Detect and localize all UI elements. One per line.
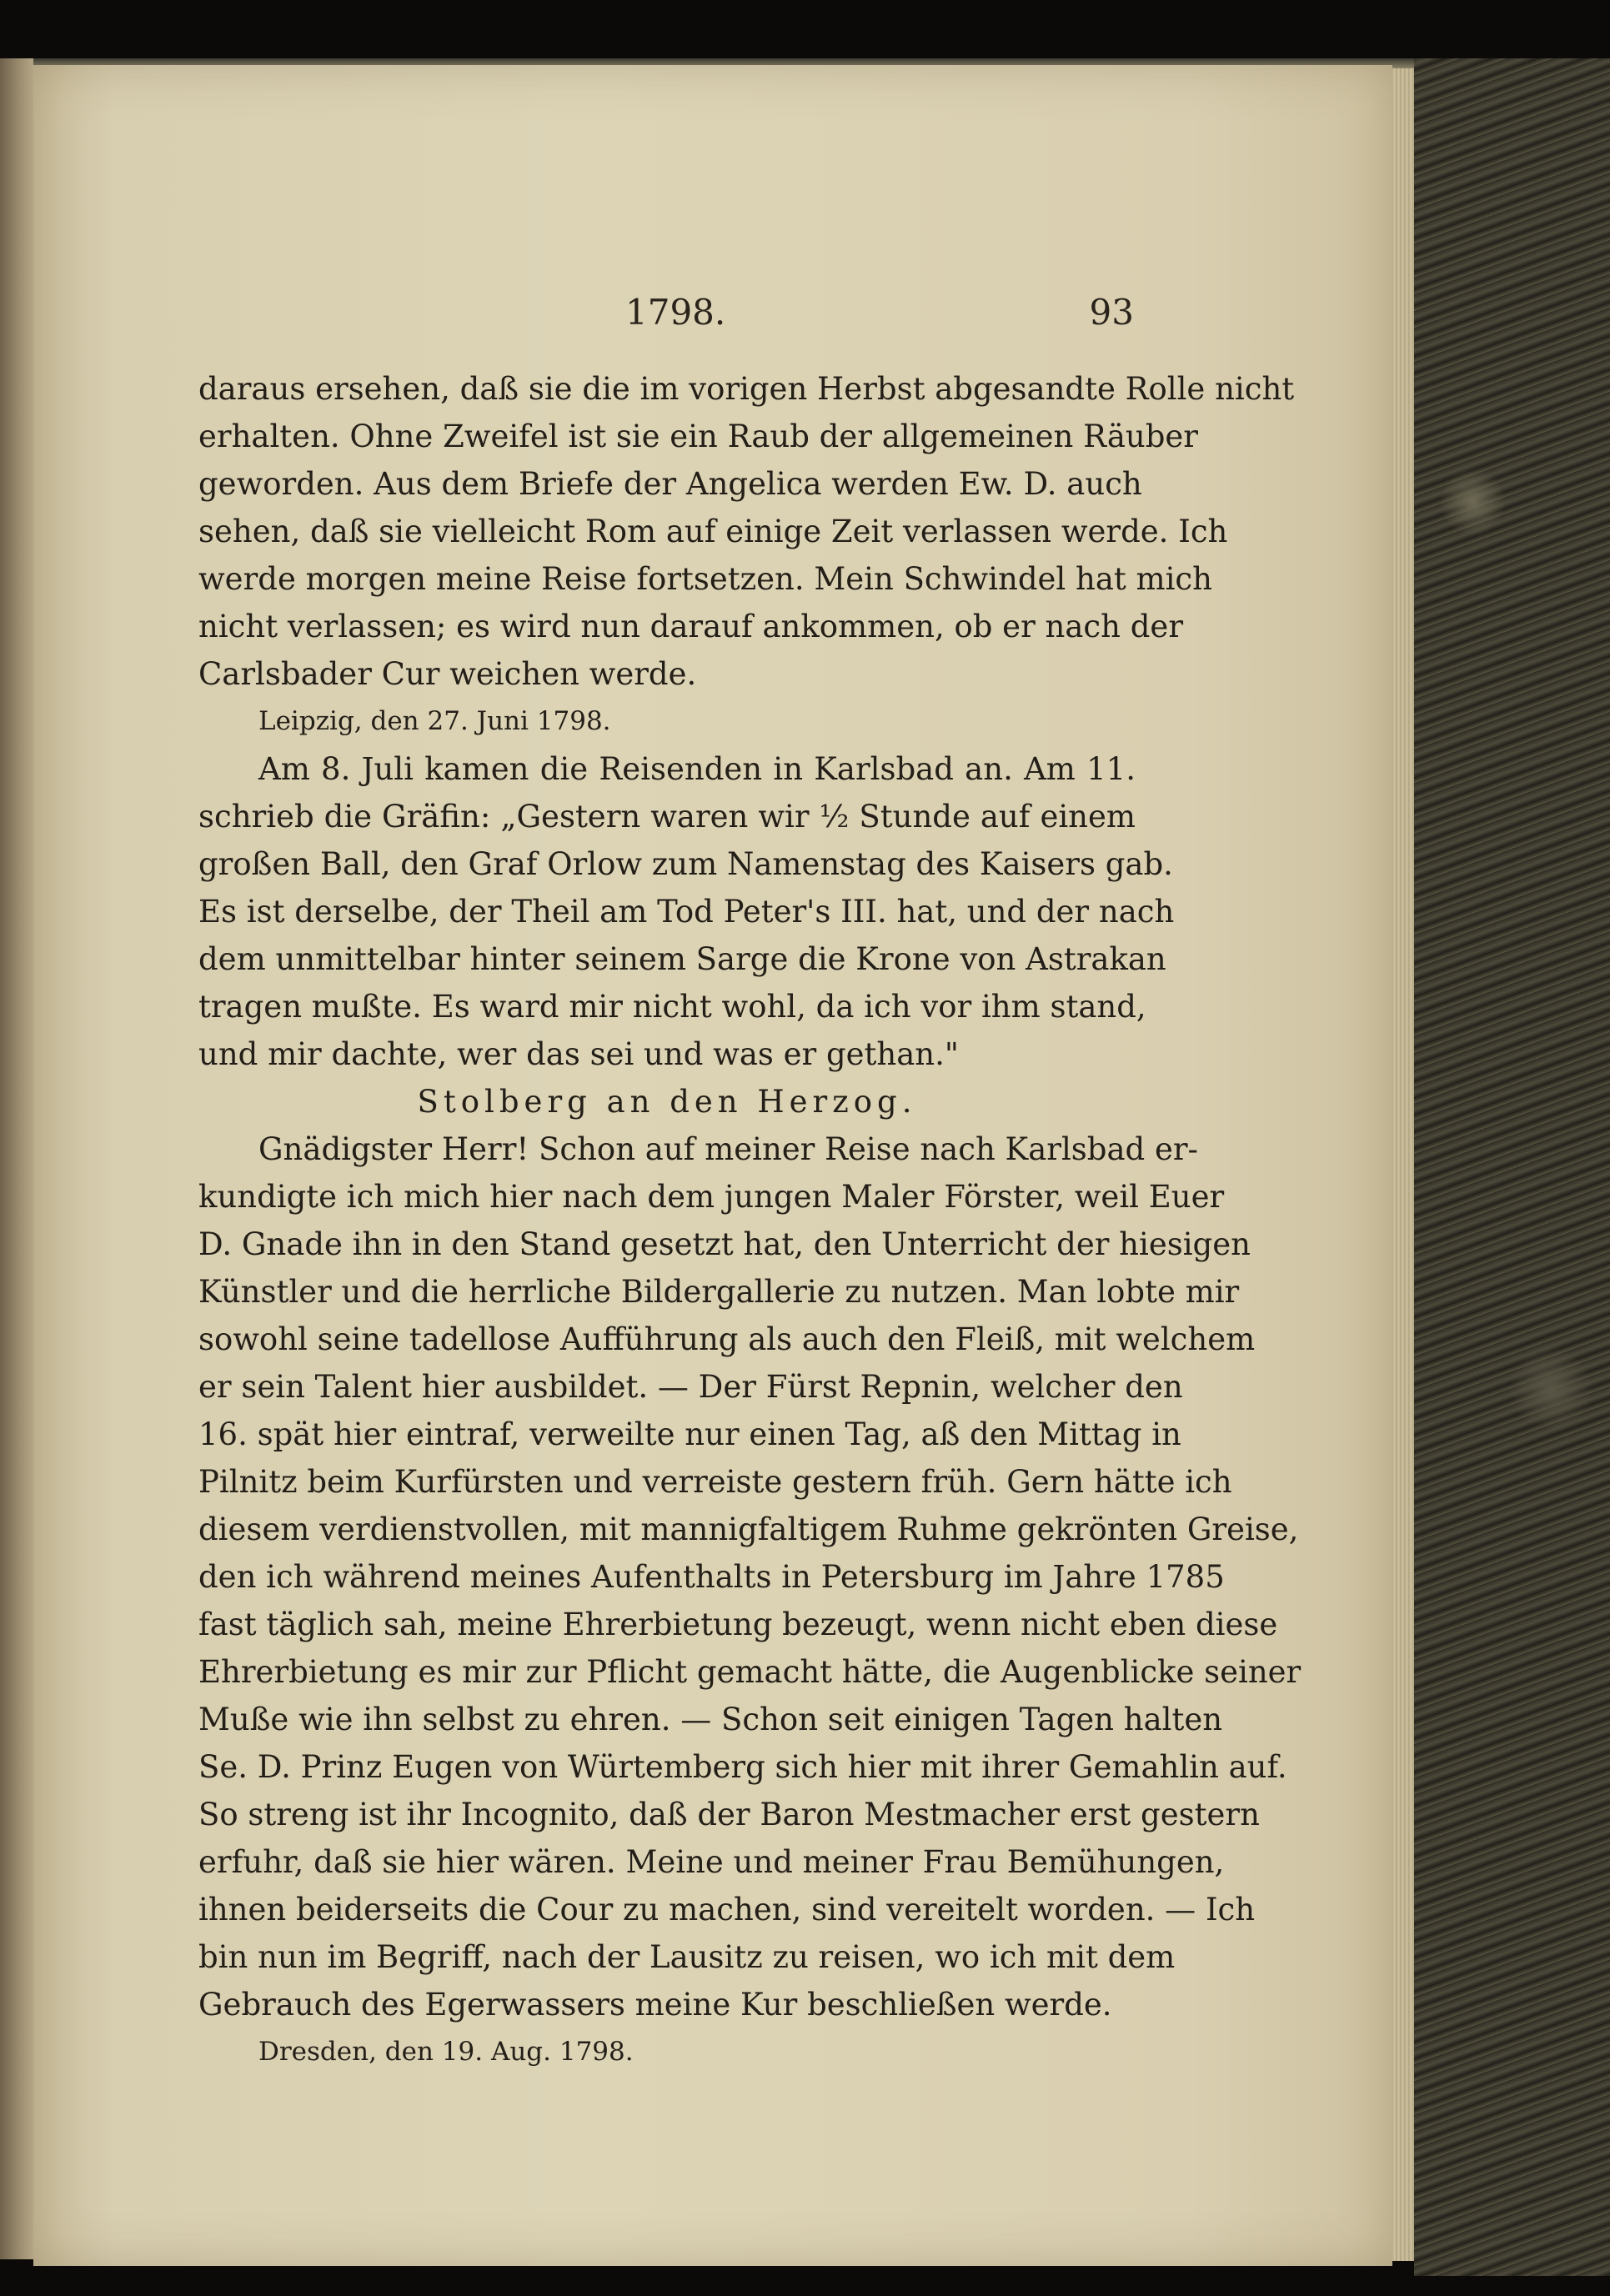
- text-line: erfuhr, daß sie hier wären. Meine und meiner Frau Bemühungen,: [198, 1844, 1225, 1880]
- running-head-year: 1798.: [625, 292, 726, 333]
- text-line: erhalten. Ohne Zweifel ist sie ein Raub der allgemeinen Räuber: [198, 419, 1198, 454]
- text-line: So streng ist ihr Incognito, daß der Baron Mestmacher erst gestern: [198, 1797, 1260, 1832]
- text-line: sowohl seine tadellose Aufführung als auch den Fleiß, mit welchem: [198, 1321, 1256, 1357]
- text-line: fast täglich sah, meine Ehrerbietung bezeugt, wenn nicht eben diese: [198, 1607, 1278, 1642]
- text-line: Ehrerbietung es mir zur Pflicht gemacht hätte, die Augenblicke seiner: [198, 1654, 1302, 1690]
- book-gutter: [0, 58, 33, 2259]
- text-line: nicht verlassen; es wird nun darauf ankommen, ob er nach der: [198, 609, 1184, 644]
- text-line: Stolberg an den Herzog.: [417, 1084, 917, 1120]
- text-line: Gebrauch des Egerwassers meine Kur beschließen werde.: [198, 1987, 1112, 2023]
- text-line: tragen mußte. Es ward mir nicht wohl, da ich vor ihm stand,: [198, 989, 1146, 1025]
- text-line: schrieb die Gräfin: „Gestern waren wir ½ Stunde auf einem: [198, 799, 1136, 835]
- text-line: Am 8. Juli kamen die Reisenden in Karlsbad an. Am 11.: [258, 751, 1136, 787]
- page-block-edge: [1392, 68, 1414, 2261]
- text-line: werde morgen meine Reise fortsetzen. Mein Schwindel hat mich: [198, 561, 1212, 597]
- text-line: Dresden, den 19. Aug. 1798.: [258, 2037, 634, 2067]
- text-line: geworden. Aus dem Briefe der Angelica werden Ew. D. auch: [198, 466, 1142, 502]
- text-line: er sein Talent hier ausbildet. — Der Fürst Repnin, welcher den: [198, 1369, 1183, 1405]
- text-line: daraus ersehen, daß sie die im vorigen Herbst abgesandte Rolle nicht: [198, 371, 1295, 407]
- text-line: den ich während meines Aufenthalts in Petersburg im Jahre 1785: [198, 1559, 1225, 1595]
- text-line: Gnädigster Herr! Schon auf meiner Reise nach Karlsbad er-: [258, 1131, 1199, 1167]
- running-head: [200, 292, 1134, 342]
- text-line: Leipzig, den 27. Juni 1798.: [258, 706, 611, 736]
- page-body: [198, 365, 1302, 2076]
- text-line: bin nun im Begriff, nach der Lausitz zu reisen, wo ich mit dem: [198, 1939, 1176, 1975]
- text-line: ihnen beiderseits die Cour zu machen, sind vereitelt worden. — Ich: [198, 1892, 1256, 1928]
- text-line: Es ist derselbe, der Theil am Tod Peter's III. hat, und der nach: [198, 894, 1175, 930]
- text-line: Muße wie ihn selbst zu ehren. — Schon seit einigen Tagen halten: [198, 1702, 1223, 1737]
- text-line: Carlsbader Cur weichen werde.: [198, 656, 697, 692]
- text-line: und mir dachte, wer das sei und was er gethan.": [198, 1036, 959, 1072]
- text-line: D. Gnade ihn in den Stand gesetzt hat, den Unterricht der hiesigen: [198, 1226, 1251, 1262]
- text-line: diesem verdienstvollen, mit mannigfaltigem Ruhme gekrönten Greise,: [198, 1511, 1299, 1547]
- page-number: 93: [1089, 292, 1134, 333]
- text-line: Künstler und die herrliche Bildergallerie zu nutzen. Man lobte mir: [198, 1274, 1240, 1310]
- text-line: Pilnitz beim Kurfürsten und verreiste gestern früh. Gern hätte ich: [198, 1464, 1232, 1500]
- text-line: kundigte ich mich hier nach dem jungen Maler Förster, weil Euer: [198, 1179, 1225, 1215]
- text-line: dem unmittelbar hinter seinem Sarge die Krone von Astrakan: [198, 941, 1166, 977]
- text-line: Se. D. Prinz Eugen von Würtemberg sich hier mit ihrer Gemahlin auf.: [198, 1749, 1287, 1785]
- text-line: großen Ball, den Graf Orlow zum Namenstag des Kaisers gab.: [198, 846, 1173, 882]
- text-line: 16. spät hier eintraf, verweilte nur einen Tag, aß den Mittag in: [198, 1416, 1181, 1452]
- marbled-cover: [1414, 58, 1610, 2276]
- text-line: sehen, daß sie vielleicht Rom auf einige Zeit verlassen werde. Ich: [198, 514, 1228, 549]
